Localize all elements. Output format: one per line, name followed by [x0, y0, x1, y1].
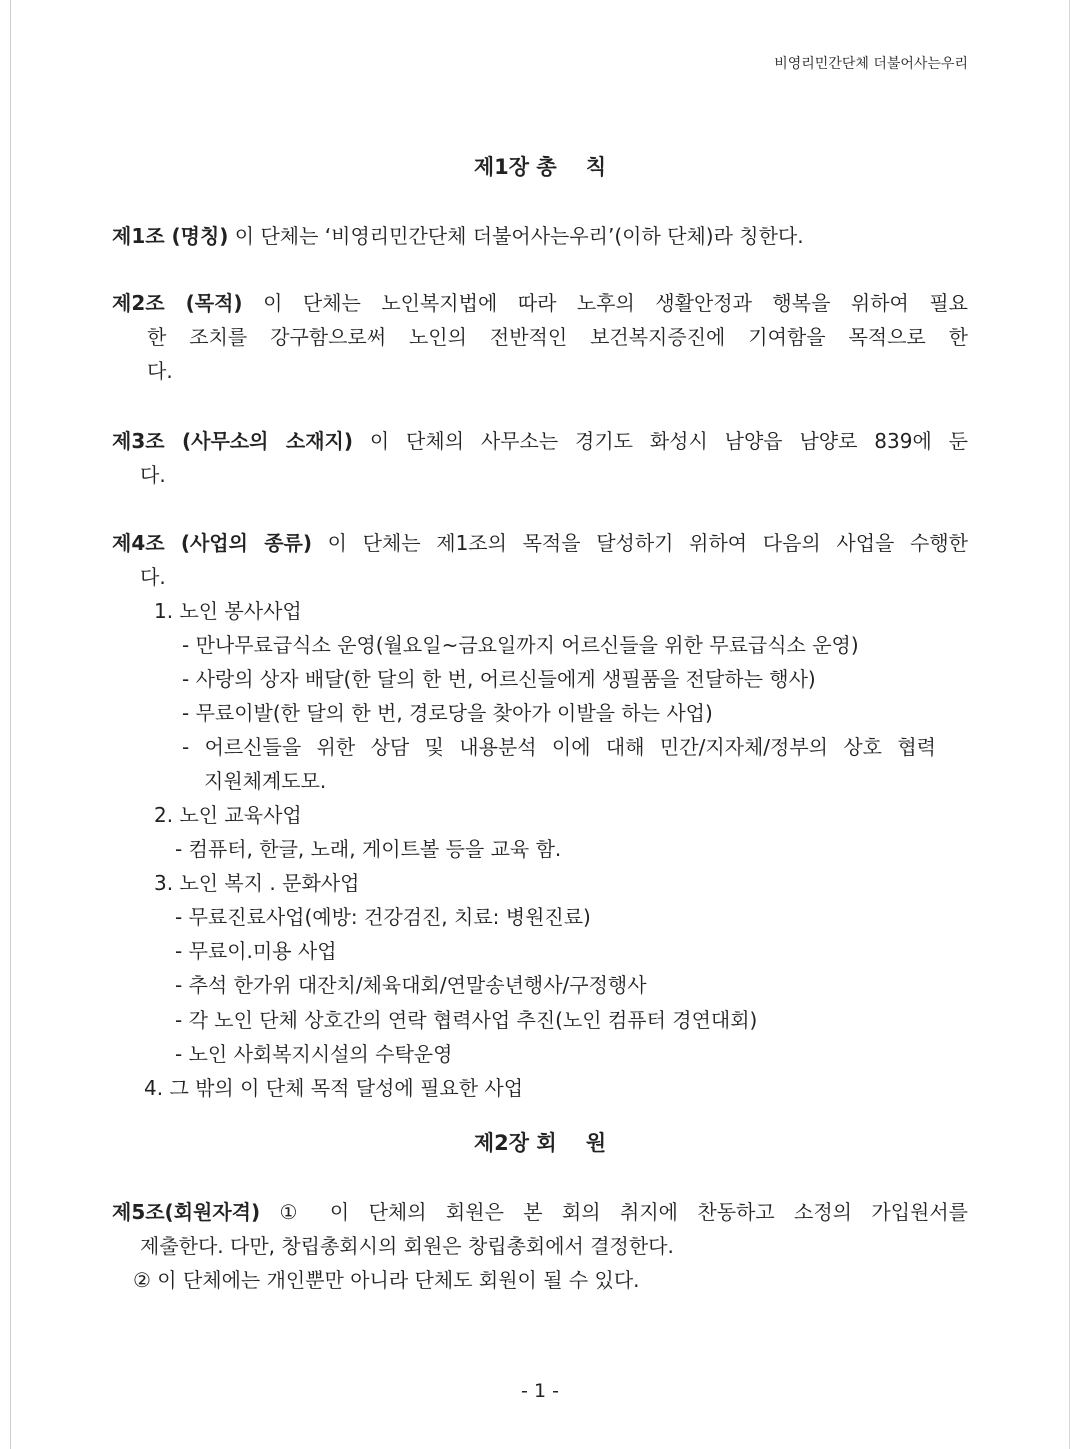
page-left-edge [10, 0, 11, 1449]
list-item: - 각 노인 단체 상호간의 연락 협력사업 추진(노인 컴퓨터 경연대회) [175, 1008, 758, 1032]
chapter-2-title: 제2장 회 원 [473, 1131, 607, 1155]
list-item: - 어르신들을 위한 상담 및 내용분석 이에 대해 민간/지자체/정부의 상호 협력 [182, 735, 936, 759]
list-item: 3. 노인 복지 . 문화사업 [154, 871, 360, 895]
article-5-heading: 제5조(회원자격) [112, 1200, 261, 1224]
list-item: - 무료진료사업(예방: 건강검진, 치료: 병원진료) [175, 905, 591, 929]
list-item: - 컴퓨터, 한글, 노래, 게이트볼 등을 교육 함. [175, 837, 562, 861]
list-item: - 만나무료급식소 운영(월요일~금요일까지 어르신들을 위한 무료급식소 운영) [182, 633, 859, 657]
page-right-edge [1069, 0, 1070, 1449]
article-4-heading: 제4조 (사업의 종류) [112, 531, 312, 555]
article-3-line-2: 다. [140, 463, 166, 487]
article-1-heading: 제1조 (명칭) [112, 224, 229, 248]
list-item: 2. 노인 교육사업 [154, 803, 302, 827]
list-item-continuation: 지원체계도모. [204, 769, 327, 793]
article-4-line-2: 다. [140, 565, 166, 589]
article-5-line-3: ② 이 단체에는 개인뿐만 아니라 단체도 회원이 될 수 있다. [133, 1268, 640, 1292]
article-5-line-1: 제5조(회원자격) ① 이 단체의 회원은 본 회의 취지에 찬동하고 소정의 가입원서를 [112, 1200, 968, 1224]
page-header-org: 비영리민간단체 더불어사는우리 [774, 56, 968, 72]
list-item: 1. 노인 봉사사업 [154, 599, 302, 623]
list-item: - 무료이.미용 사업 [175, 939, 337, 963]
article-5-line-2: 제출한다. 다만, 창립총회시의 회원은 창립총회에서 결정한다. [140, 1234, 674, 1258]
chapter-1-title: 제1장 총 칙 [473, 155, 607, 179]
list-item: - 추석 한가위 대잔치/체육대회/연말송년행사/구정행사 [175, 973, 647, 997]
article-3-line-1: 제3조 (사무소의 소재지) 이 단체의 사무소는 경기도 화성시 남양읍 남양로 839에 둔 [112, 429, 968, 453]
list-item: - 무료이발(한 달의 한 번, 경로당을 찾아가 이발을 하는 사업) [182, 701, 713, 725]
list-item: 4. 그 밖의 이 단체 목적 달성에 필요한 사업 [144, 1076, 524, 1100]
page-number: - 1 - [521, 1380, 559, 1402]
article-3-heading: 제3조 (사무소의 소재지) [112, 429, 354, 453]
article-2-heading: 제2조 (목적) [112, 291, 243, 315]
article-2-line-2: 한 조치를 강구함으로써 노인의 전반적인 보건복지증진에 기여함을 목적으로 한 [147, 325, 968, 349]
article-1 [112, 221, 804, 251]
article-4-line-1: 제4조 (사업의 종류) 이 단체는 제1조의 목적을 달성하기 위하여 다음의 사업을 수행한 [112, 531, 968, 555]
list-item: - 노인 사회복지시설의 수탁운영 [175, 1042, 453, 1066]
list-item: - 사랑의 상자 배달(한 달의 한 번, 어르신들에게 생필품을 전달하는 행사) [182, 667, 816, 691]
article-1-text: 이 단체는 ‘비영리민간단체 더불어사는우리’(이하 단체)라 칭한다. [228, 224, 804, 248]
article-2-line-3: 다. [147, 359, 173, 383]
article-2-line-1: 제2조 (목적) 이 단체는 노인복지법에 따라 노후의 생활안정과 행복을 위하여 필요 [112, 291, 968, 315]
